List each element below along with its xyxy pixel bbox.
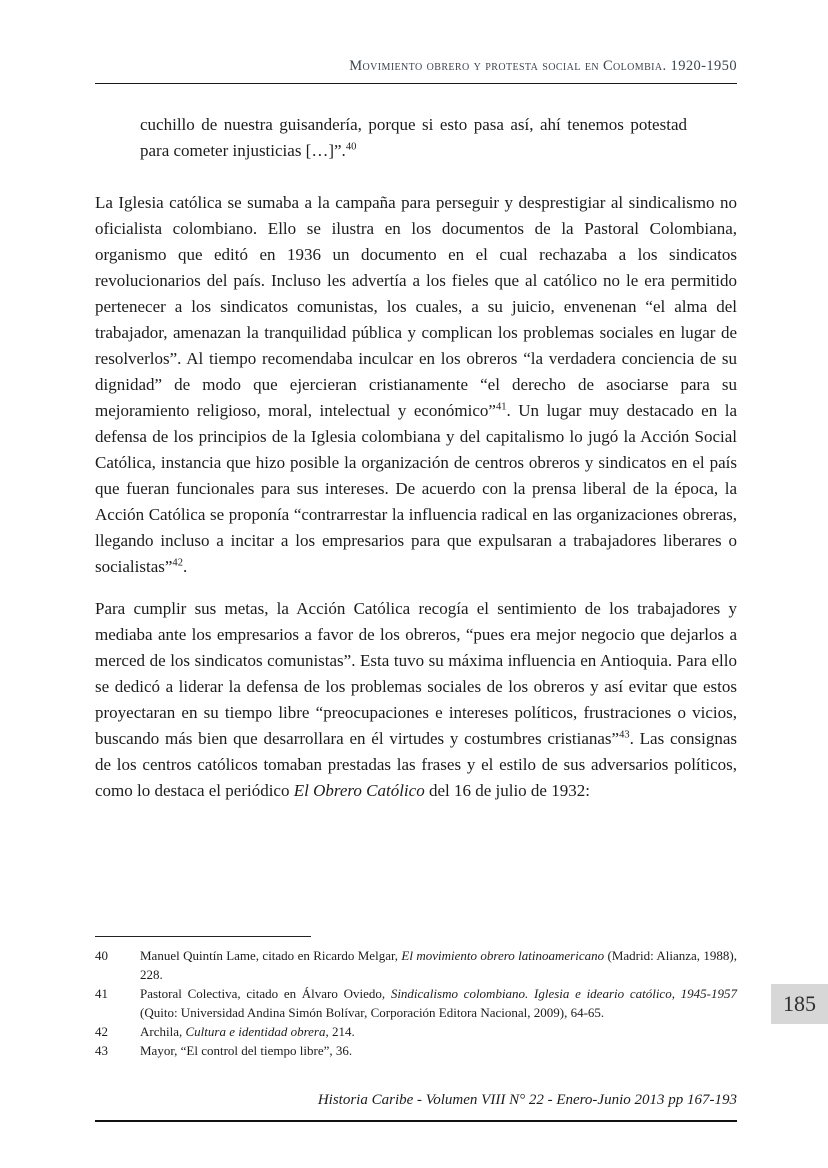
running-header: Movimiento obrero y protesta social en Colombia. 1920-1950 <box>349 58 737 74</box>
block-quote: cuchillo de nuestra guisandería, porque si esto pasa así, ahí tenemos potestad para cometer injusticias […]”.$^{40}$ <box>140 115 687 160</box>
footnote-item <box>95 984 737 1022</box>
footer-rule <box>95 1120 737 1122</box>
footnote-text: Pastoral Colectiva, citado en Álvaro Oviedo, Sindicalismo colombiano. Iglesia e ideario católico, 1945-1957 (Quito: Universidad Andina Simón Bolívar, Corporación Editora Nacional, 2009), 64-65. <box>140 986 737 1020</box>
footnote-rule <box>95 936 311 937</box>
footnote-item <box>95 1022 737 1041</box>
paragraph-1: La Iglesia católica se sumaba a la campaña para perseguir y desprestigiar al sindicalismo no oficialista colombiano. Ello se ilustra en los documentos de la Pastoral Colombiana, organismo que editó en 1936 un documento en el cual rechazaba a los sindicatos revolucionarios del país. Incluso les advertía a los fieles que al católico no le era permitido pertenecer a los sindicatos comunistas, los cuales, a su juicio, envenenan “el alma del trabajador, amenazan la tranquilidad pública y complican los problemas sociales en lugar de resolverlos”. Al tiempo recomendaba inculcar en los obreros “la verdadera conciencia de su dignidad” de modo que ejercieran cristianamente “el derecho de asociarse para su mejoramiento religioso, moral, intelectual y económico”$^{41}$. Un lugar muy destacado en la defensa de los principios de la Iglesia colombiana y del capitalismo lo jugó la Acción Social Católica, instancia que hizo posible la organización de centros obreros y sindicatos en el país que fueran funcionales para sus intereses. De acuerdo con la prensa liberal de la época, la Acción Católica se proponía “contrarrestar la influencia radical en las organizaciones obreras, llegando incluso a incitar a los empresarios para que expulsaran a trabajadores liberares o socialistas”$^{42}$. <box>95 193 737 576</box>
page-number-badge <box>771 984 828 1024</box>
header-rule <box>95 83 737 84</box>
footnote-item <box>95 1041 737 1060</box>
footnote-number: 43 <box>95 1043 108 1058</box>
footnote-list <box>95 946 737 1060</box>
footnotes-section <box>95 936 737 1060</box>
footnote-text: Mayor, “El control del tiempo libre”, 36. <box>140 1043 353 1058</box>
footnote-item <box>95 946 737 984</box>
body-text <box>95 190 737 804</box>
page-number: 185 <box>783 991 816 1016</box>
journal-footer: Historia Caribe - Volumen VIII N° 22 - Enero-Junio 2013 pp 167-193 <box>317 1092 737 1108</box>
footnote-number: 40 <box>95 948 108 963</box>
footnote-text: Archila, Cultura e identidad obrera, 214. <box>140 1024 355 1039</box>
footnote-number: 42 <box>95 1024 108 1039</box>
footnote-text: Manuel Quintín Lame, citado en Ricardo Melgar, El movimiento obrero latinoamericano (Madrid: Alianza, 1988), 228. <box>140 948 738 982</box>
footnote-number: 41 <box>95 986 108 1001</box>
paragraph-2: Para cumplir sus metas, la Acción Católica recogía el sentimiento de los trabajadores y mediaba ante los empresarios a favor de los obreros, “pues era mejor negocio que dejarlos a merced de los sindicatos comunistas”. Esta tuvo su máxima influencia en Antioquia. Para ello se dedicó a liderar la defensa de los problemas sociales de los obreros y así evitar que estos proyectaran en su tiempo libre “preocupaciones e intereses políticos, frustraciones o vicios, buscando más bien que desarrollara en él virtudes y costumbres cristianas”$^{43}$. Las consignas de los centros católicos tomaban prestadas las frases y el estilo de sus adversarios políticos, como lo destaca el periódico El Obrero Católico del 16 de julio de 1932: <box>95 599 738 800</box>
page-body <box>95 98 737 820</box>
